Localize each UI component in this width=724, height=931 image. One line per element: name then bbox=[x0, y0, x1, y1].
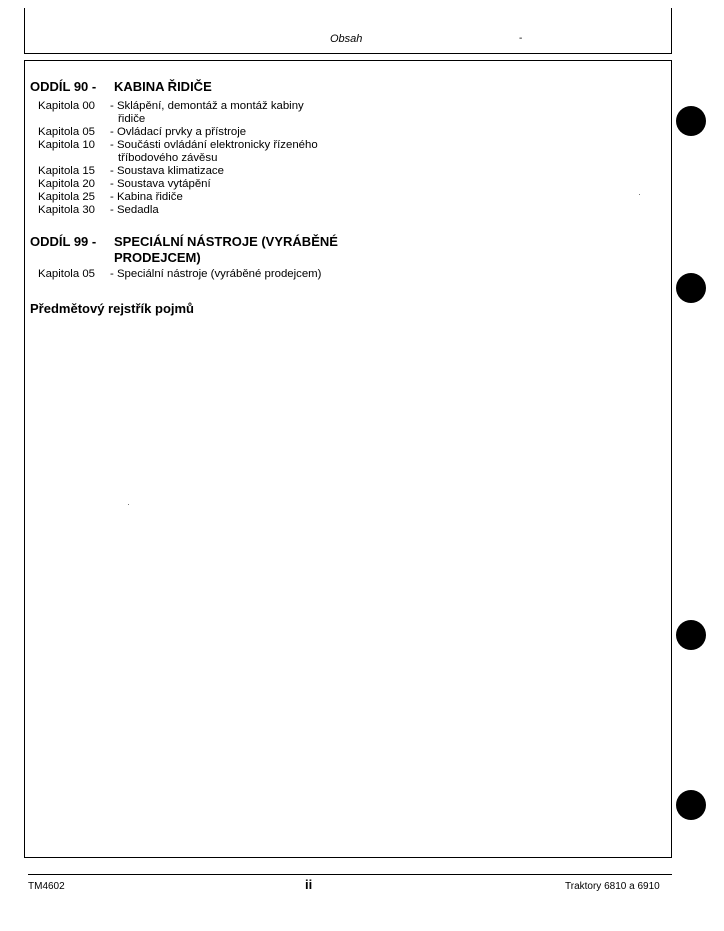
header-frame bbox=[24, 8, 672, 54]
section-99-code: ODDÍL 99 - bbox=[30, 234, 97, 249]
section-99-title bbox=[114, 234, 414, 266]
binder-hole bbox=[676, 620, 706, 650]
chapter-90-00-desc[interactable] bbox=[110, 100, 350, 126]
scan-speck bbox=[128, 504, 129, 505]
footer-doc-code: TM4602 bbox=[28, 881, 65, 892]
chapter-90-05-label[interactable]: Kapitola 05 bbox=[38, 126, 95, 138]
chapter-90-05-desc[interactable] bbox=[110, 126, 350, 139]
chapter-desc-line: - Speciální nástroje (vyráběné prodejcem) bbox=[110, 268, 322, 280]
chapter-desc-line: - Soustava vytápění bbox=[110, 178, 211, 190]
header-mark: - bbox=[519, 33, 523, 44]
chapter-desc-line: - Ovládací prvky a přístroje bbox=[110, 126, 247, 138]
chapter-90-00-label[interactable]: Kapitola 00 bbox=[38, 100, 95, 112]
chapter-90-10-desc[interactable] bbox=[110, 139, 350, 165]
section-90-title-line: KABINA ŘIDIČE bbox=[114, 79, 212, 94]
binder-hole bbox=[676, 106, 706, 136]
chapter-90-10-label[interactable]: Kapitola 10 bbox=[38, 139, 95, 151]
page-number: ii bbox=[305, 877, 313, 892]
chapter-desc-line: tříbodového závěsu bbox=[118, 152, 218, 164]
chapter-desc-line: - Součásti ovládání elektronicky řízeného bbox=[110, 139, 318, 151]
chapter-90-25-label[interactable]: Kapitola 25 bbox=[38, 191, 95, 203]
chapter-desc-line: - Soustava klimatizace bbox=[110, 165, 224, 177]
chapter-99-05-label[interactable]: Kapitola 05 bbox=[38, 268, 95, 280]
chapter-desc-line: - Sedadla bbox=[110, 204, 159, 216]
chapter-90-15-desc[interactable] bbox=[110, 165, 350, 178]
binder-hole bbox=[676, 273, 706, 303]
scan-speck bbox=[639, 194, 640, 195]
chapter-90-20-desc[interactable] bbox=[110, 178, 350, 191]
chapter-90-25-desc[interactable] bbox=[110, 191, 350, 204]
chapter-90-20-label[interactable]: Kapitola 20 bbox=[38, 178, 95, 190]
footer-divider bbox=[28, 874, 672, 875]
subject-index-link[interactable]: Předmětový rejstřík pojmů bbox=[30, 301, 194, 316]
page-header-title: Obsah bbox=[330, 33, 363, 45]
section-99-title-line: PRODEJCEM) bbox=[114, 250, 201, 265]
chapter-desc-line: - Kabina řidiče bbox=[110, 191, 183, 203]
chapter-99-05-desc[interactable] bbox=[110, 268, 350, 281]
section-90-title bbox=[114, 79, 414, 95]
section-90-code: ODDÍL 90 - bbox=[30, 79, 97, 94]
chapter-90-30-label[interactable]: Kapitola 30 bbox=[38, 204, 95, 216]
chapter-90-15-label[interactable]: Kapitola 15 bbox=[38, 165, 95, 177]
chapter-desc-line: řidiče bbox=[118, 113, 146, 125]
footer-product: Traktory 6810 a 6910 bbox=[565, 881, 660, 892]
section-99-title-line: SPECIÁLNÍ NÁSTROJE (VYRÁBĚNÉ bbox=[114, 234, 338, 249]
chapter-90-30-desc[interactable] bbox=[110, 204, 350, 217]
chapter-desc-line: - Sklápění, demontáž a montáž kabiny bbox=[110, 100, 304, 112]
binder-hole bbox=[676, 790, 706, 820]
